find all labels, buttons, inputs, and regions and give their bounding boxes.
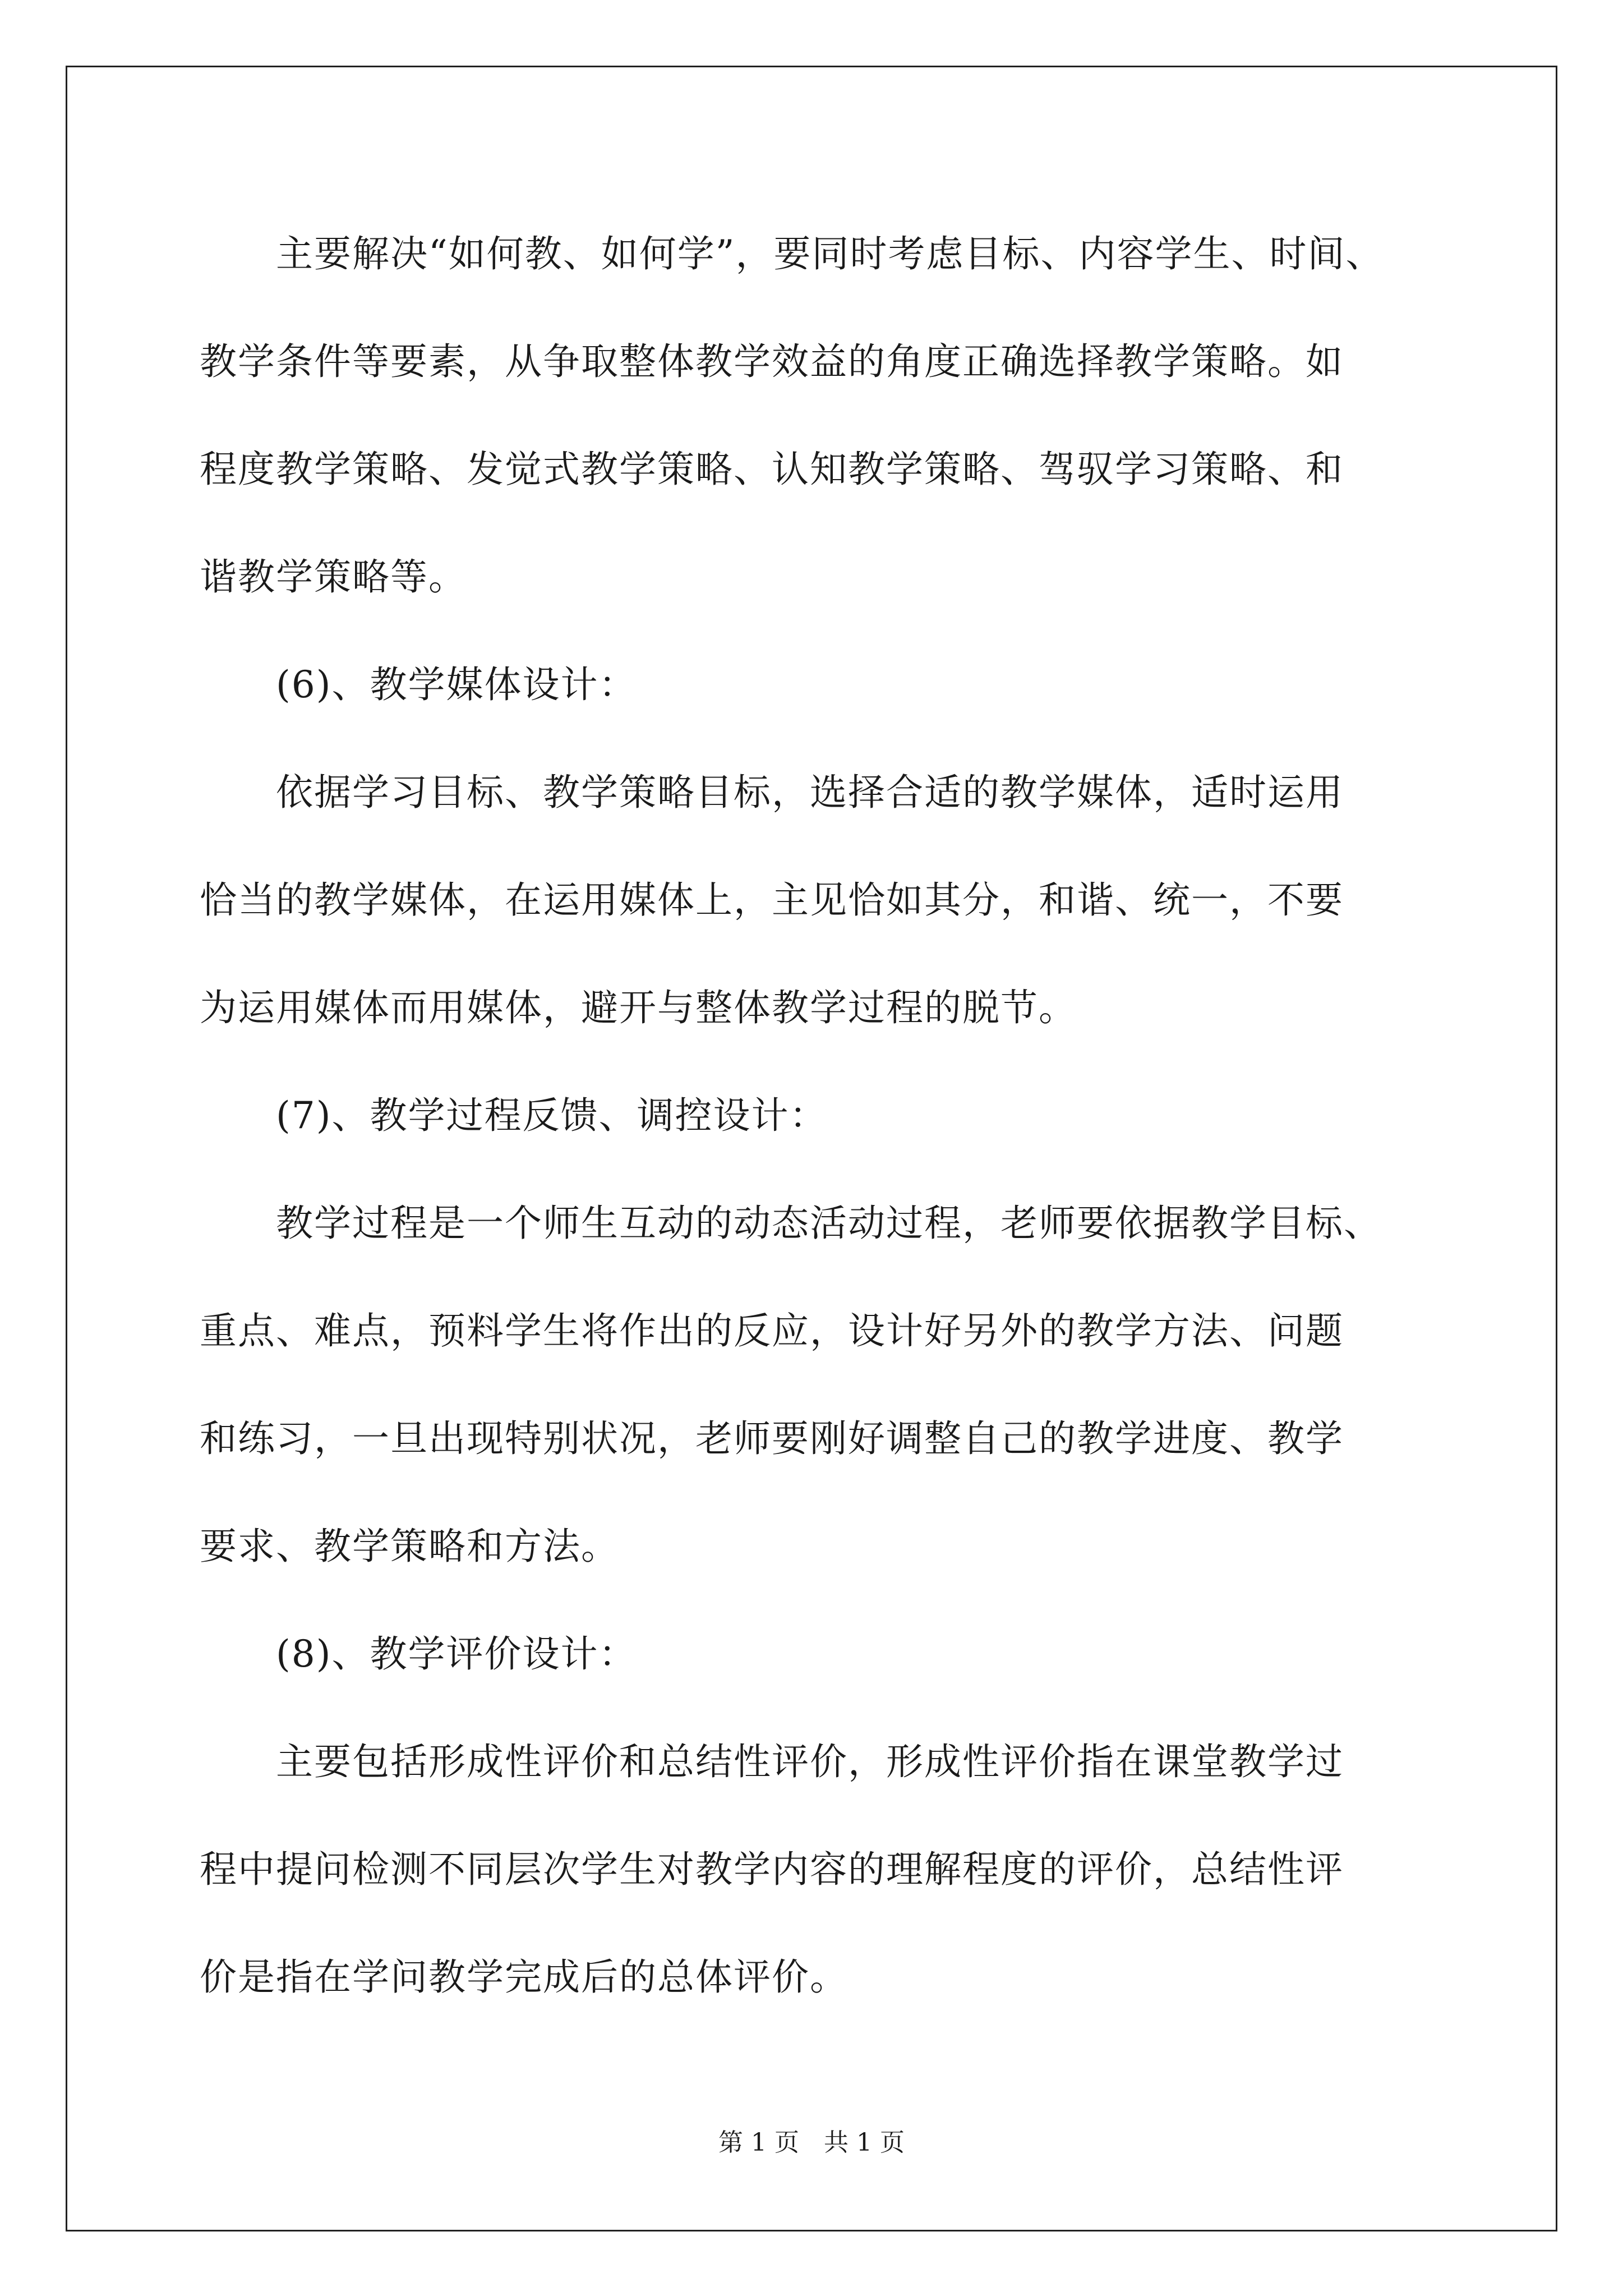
section-heading: (8)、教学评价设计： (200, 1632, 637, 1676)
section-heading: (6)、教学媒体设计： (200, 663, 637, 706)
page-border (66, 66, 1557, 2231)
text-line: 主要包括形成性评价和总结性评价，形成性评价指在课堂教学过 (200, 1740, 1344, 1783)
page-number-footer: 第 1 页 共 1 页 (718, 2128, 905, 2157)
text-line: 和练习，一旦出现特别状况，老师要刚好调整自己的教学进度、教学 (200, 1417, 1344, 1460)
text-line: 主要解决“如何教、如何学”，要同时考虑目标、内容学生、时间、 (200, 232, 1384, 275)
text-line: 程中提问检测不同层次学生对教学内容的理解程度的评价，总结性评 (200, 1848, 1344, 1891)
text-line: 教学过程是一个师生互动的动态活动过程，老师要依据教学目标、 (200, 1202, 1382, 1245)
text-line: 教学条件等要素，从争取整体教学效益的角度正确选择教学策略。如 (200, 340, 1344, 383)
text-line: 重点、难点，预料学生将作出的反应，设计好另外的教学方法、问题 (200, 1309, 1344, 1352)
text-line: 为运用媒体而用媒体，避开与整体教学过程的脱节。 (200, 986, 1077, 1029)
section-heading: (7)、教学过程反馈、调控设计： (200, 1094, 828, 1137)
text-line: 谐教学策略等。 (200, 555, 467, 599)
text-line: 要求、教学策略和方法。 (200, 1525, 619, 1568)
text-line: 价是指在学问教学完成后的总体评价。 (200, 1955, 848, 1999)
text-line: 依据学习目标、教学策略目标，选择合适的教学媒体，适时运用 (200, 771, 1344, 814)
text-line: 程度教学策略、发觉式教学策略、认知教学策略、驾驭学习策略、和 (200, 448, 1344, 491)
text-line: 恰当的教学媒体，在运用媒体上，主见恰如其分，和谐、统一，不要 (200, 878, 1344, 922)
